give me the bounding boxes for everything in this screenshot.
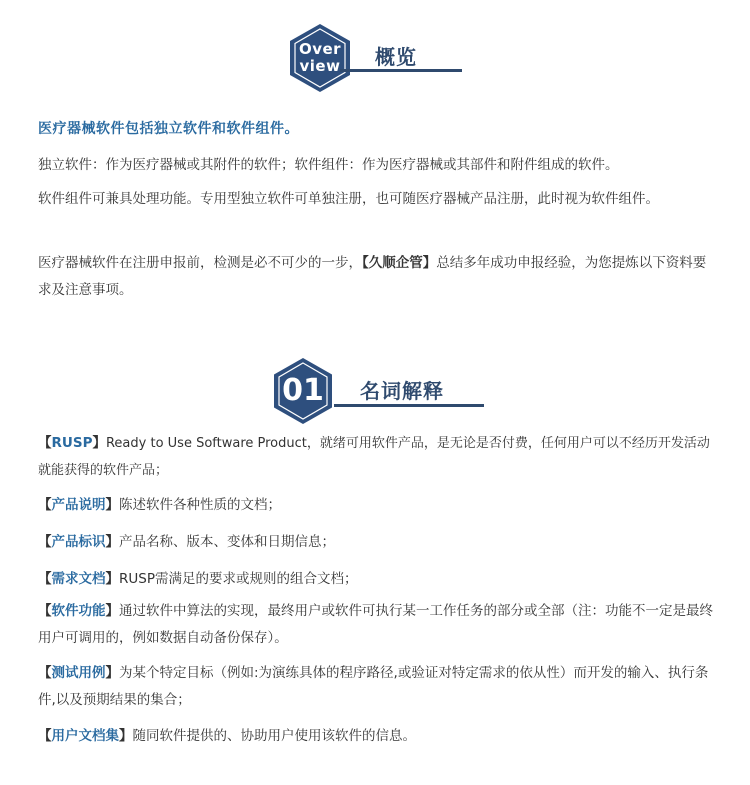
overview-title: 概览: [375, 45, 417, 69]
term-keyword: 产品说明: [51, 497, 106, 513]
badge-line-1: Over: [298, 40, 342, 58]
section-01-title-underline: [334, 404, 484, 407]
term-description: RUSP需满足的要求或规则的组合文档；: [119, 571, 358, 587]
bracket-open: 【: [38, 665, 52, 681]
bracket-open: 【: [38, 534, 52, 550]
section-number: 01: [282, 373, 324, 408]
bracket-open: 【: [38, 435, 52, 451]
bracket-open: 【: [38, 497, 52, 513]
section-01-hexagon-badge: [272, 357, 334, 425]
paragraph-3-text-before: 医疗器械软件在注册申报前，检测是必不可少的一步，: [38, 255, 362, 271]
paragraph-3-text-after: 总结多年成功申报经验，为您提炼以下资料要求及注意事项。: [38, 255, 707, 298]
bracket-close: 】: [119, 728, 133, 744]
term-entry: [38, 492, 714, 519]
term-entry: [38, 598, 714, 652]
term-keyword: 软件功能: [51, 603, 106, 619]
overview-paragraph-2: 软件组件可兼具处理功能。专用型独立软件可单独注册，也可随医疗器械产品注册，此时视为软件组件。: [38, 191, 659, 207]
bracket-open: 【: [38, 571, 52, 587]
bracket-close: 】: [105, 665, 119, 681]
bracket-open: 【: [38, 728, 52, 744]
term-description: Ready to Use Software Product，就绪可用软件产品，是无论是否付费，任何用户可以不经历开发活动就能获得的软件产品；: [38, 436, 710, 478]
bracket-close: 】: [105, 571, 119, 587]
overview-title-underline: [340, 69, 462, 72]
term-description: 陈述软件各种性质的文档；: [119, 497, 281, 513]
bracket-close: 】: [105, 534, 119, 550]
term-description: 通过软件中算法的实现，最终用户或软件可执行某一工作任务的部分或全部（注：功能不一定是最终用户可调用的，例如数据自动备份保存）。: [38, 603, 713, 646]
company-highlight: 【久顺企管】: [362, 255, 437, 271]
bracket-close: 】: [92, 435, 106, 451]
term-description: 随同软件提供的、协助用户使用该软件的信息。: [132, 728, 416, 744]
term-description: 为某个特定目标（例如:为演练具体的程序路径,或验证对特定需求的依从性）而开发的输入、执行条件,以及预期结果的集合；: [38, 665, 709, 708]
overview-header: [0, 15, 750, 105]
overview-paragraph-1: 独立软件：作为医疗器械或其附件的软件；软件组件：作为医疗器械或其部件和附件组成的软件。: [38, 157, 619, 173]
bracket-close: 】: [105, 497, 119, 513]
term-entry: [38, 430, 714, 484]
term-keyword: 用户文档集: [51, 728, 119, 744]
term-entry: [38, 723, 714, 750]
term-keyword: 需求文档: [51, 571, 106, 587]
term-keyword: 测试用例: [51, 665, 106, 681]
bracket-close: 】: [105, 603, 119, 619]
bracket-open: 【: [38, 603, 52, 619]
term-entry: [38, 660, 714, 714]
overview-paragraph-3: [38, 250, 714, 304]
term-keyword: RUSP: [51, 435, 93, 451]
term-keyword: 产品标识: [51, 534, 106, 550]
section-01-title: 名词解释: [360, 379, 444, 403]
overview-lead: 医疗器械软件包括独立软件和软件组件。: [38, 121, 299, 137]
overview-hexagon-badge: [288, 23, 352, 93]
term-entry: [38, 566, 714, 593]
term-description: 产品名称、版本、变体和日期信息；: [119, 534, 335, 550]
badge-line-2: view: [299, 57, 341, 75]
term-entry: [38, 529, 714, 556]
